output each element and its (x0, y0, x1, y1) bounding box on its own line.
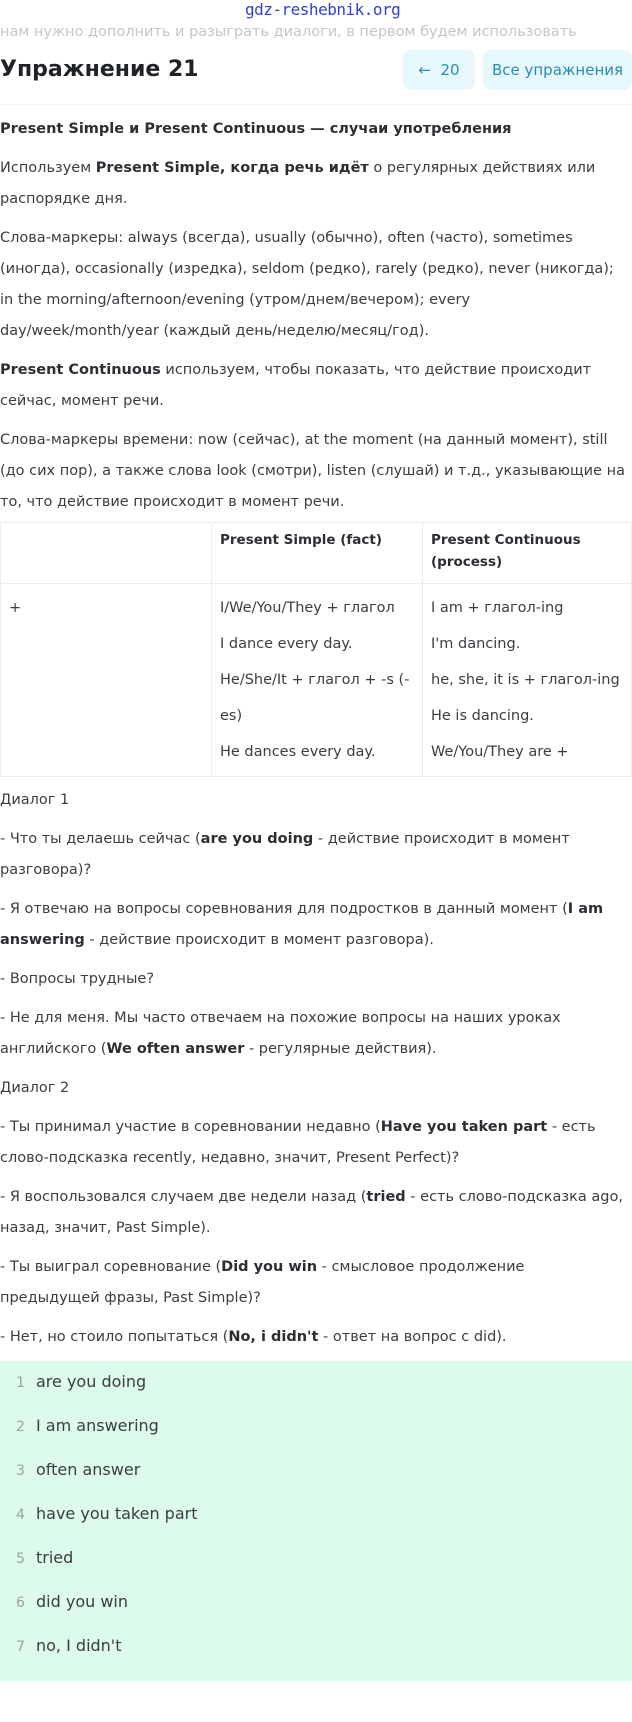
tense-table (0, 522, 632, 777)
arrow-left-icon: ← (418, 61, 431, 79)
table-cell-line: We/You/They are + (431, 744, 569, 760)
answer-item (16, 1547, 73, 1570)
dialog-line (0, 894, 626, 956)
previous-text-fragment: нам нужно дополнить и разыграть диалоги, в первом будем использовать (0, 24, 577, 40)
dialog-title: Диалог 1 (0, 792, 70, 808)
table-header (1, 523, 212, 584)
dialog-text: - Вопросы трудные? (0, 971, 155, 987)
answer-item (16, 1459, 140, 1482)
table-cell-line: I am + глагол-ing (431, 600, 564, 616)
answer-highlight: Have you taken part (380, 1119, 548, 1135)
theory-paragraph: Слова-маркеры времени: now (сейчас), at the moment (на данный момент), still (до сих пор), а также слова look (смотри), listen (слушай) и т.д., указывающие на то, что действие происходит в момент речи. (0, 432, 625, 510)
answer-item (16, 1635, 121, 1658)
theory-paragraph (0, 355, 626, 417)
answer-text: have you taken part (36, 1504, 198, 1523)
dialog-line (0, 824, 626, 886)
dialog-text: - Я воспользовался случаем две недели назад ( (0, 1189, 367, 1205)
theory-text: о регулярных действиях или распорядке дня. (0, 160, 596, 207)
dialog-text: - Я отвечаю на вопросы соревнования для подростков в данный момент ( (0, 901, 568, 917)
answer-item (16, 1503, 197, 1526)
answer-item (16, 1371, 146, 1394)
dialog-text: - Ты выиграл соревнование ( (0, 1259, 222, 1275)
dialog-line (0, 1252, 626, 1314)
theory-paragraph (0, 153, 626, 215)
answer-number: 6 (16, 1595, 25, 1611)
answer-number: 2 (16, 1419, 25, 1435)
table-header-row (1, 523, 632, 584)
row-label: + (9, 600, 22, 616)
answer-number: 7 (16, 1639, 25, 1655)
table-header: Present Simple (fact) (212, 523, 423, 584)
dialog-text: - Не для меня. Мы часто отвечаем на похожие вопросы на наших уроках английского ( (0, 1010, 561, 1057)
dialogs (0, 785, 626, 1353)
table-cell-line: He is dancing. (431, 708, 534, 724)
dialog-text: - Что ты делаешь сейчас ( (0, 831, 201, 847)
answer-number: 4 (16, 1507, 25, 1523)
dialog-title: Диалог 2 (0, 1080, 70, 1096)
answer-text: I am answering (36, 1416, 159, 1435)
answer-highlight: are you doing (200, 831, 314, 847)
table-cell-line: I/We/You/They + глагол (220, 600, 395, 616)
theory-bold: Present Simple, когда речь идёт (95, 160, 369, 176)
table-cell (212, 584, 423, 777)
dialog-text: - есть слово-подсказка ago, назад, значит, Past Simple). (0, 1189, 623, 1236)
dialog-text: - Нет, но стоило попытаться ( (0, 1329, 229, 1345)
dialog-line (0, 1182, 626, 1244)
table-cell-line: he, she, it is + глагол-ing (431, 672, 620, 688)
answer-highlight: We often answer (106, 1041, 245, 1057)
answer-item (16, 1591, 128, 1614)
answer-text: no, I didn't (36, 1636, 122, 1655)
answers-block (0, 1361, 632, 1681)
answer-text: often answer (36, 1460, 141, 1479)
watermark: gdz-reshebnik.org (245, 0, 401, 19)
table-cell-line: I dance every day. (220, 636, 353, 652)
table-cell-line: He dances every day. (220, 744, 376, 760)
prev-exercise-label: 20 (440, 61, 460, 79)
answer-number: 3 (16, 1463, 25, 1479)
theory-bold: Present Continuous (0, 362, 161, 378)
dialog-line (0, 1003, 626, 1065)
table-header: Present Continuous (process) (423, 523, 632, 584)
dialog-line (0, 1112, 626, 1174)
dialog-text: - действие происходит в момент разговора). (84, 932, 434, 948)
dialog-text: - смысловое продолжение предыдущей фразы, Past Simple)? (0, 1259, 525, 1306)
all-exercises-button[interactable]: Все упражнения (483, 50, 632, 90)
answer-number: 5 (16, 1551, 25, 1567)
answer-highlight: Did you win (221, 1259, 318, 1275)
dialog-text: - Ты принимал участие в соревновании недавно ( (0, 1119, 381, 1135)
table-cell (1, 584, 212, 777)
table-cell-line: I'm dancing. (431, 636, 521, 652)
answer-highlight: tried (366, 1189, 406, 1205)
dialog-text: - ответ на вопрос с did). (318, 1329, 507, 1345)
dialog-text: - есть слово-подсказка recently, недавно, значит, Present Perfect)? (0, 1119, 596, 1166)
page-title: Упражнение 21 (0, 57, 199, 82)
dialog-text: - регулярные действия). (244, 1041, 437, 1057)
table-row (1, 584, 632, 777)
theory-text: Используем (0, 160, 96, 176)
dialog-text: - действие происходит в момент разговора)? (0, 831, 570, 878)
dialog-line (0, 964, 626, 995)
answer-text: did you win (36, 1592, 128, 1611)
theory-text: используем, чтобы показать, что действие происходит сейчас, момент речи. (0, 362, 592, 409)
table-cell (423, 584, 632, 777)
answer-highlight: I am answering (0, 901, 604, 948)
answer-highlight: No, i didn't (228, 1329, 319, 1345)
answer-item (16, 1415, 159, 1438)
theory-heading: Present Simple и Present Continuous — случаи употребления (0, 121, 512, 137)
answer-text: are you doing (36, 1372, 147, 1391)
answer-text: tried (36, 1548, 74, 1567)
theory-paragraph: Слова-маркеры: always (всегда), usually (обычно), often (часто), sometimes (иногда), occasionally (изредка), seldom (редко), rarely (редко), never (никогда); in the morning/afternoon/evening (утром/днем/вечером); every day/week/month/year (каждый день/неделю/месяц/год). (0, 230, 614, 339)
answer-number: 1 (16, 1375, 25, 1391)
table-cell-line: He/She/It + глагол + -s (-es) (220, 672, 410, 724)
dialog-line (0, 1322, 626, 1353)
